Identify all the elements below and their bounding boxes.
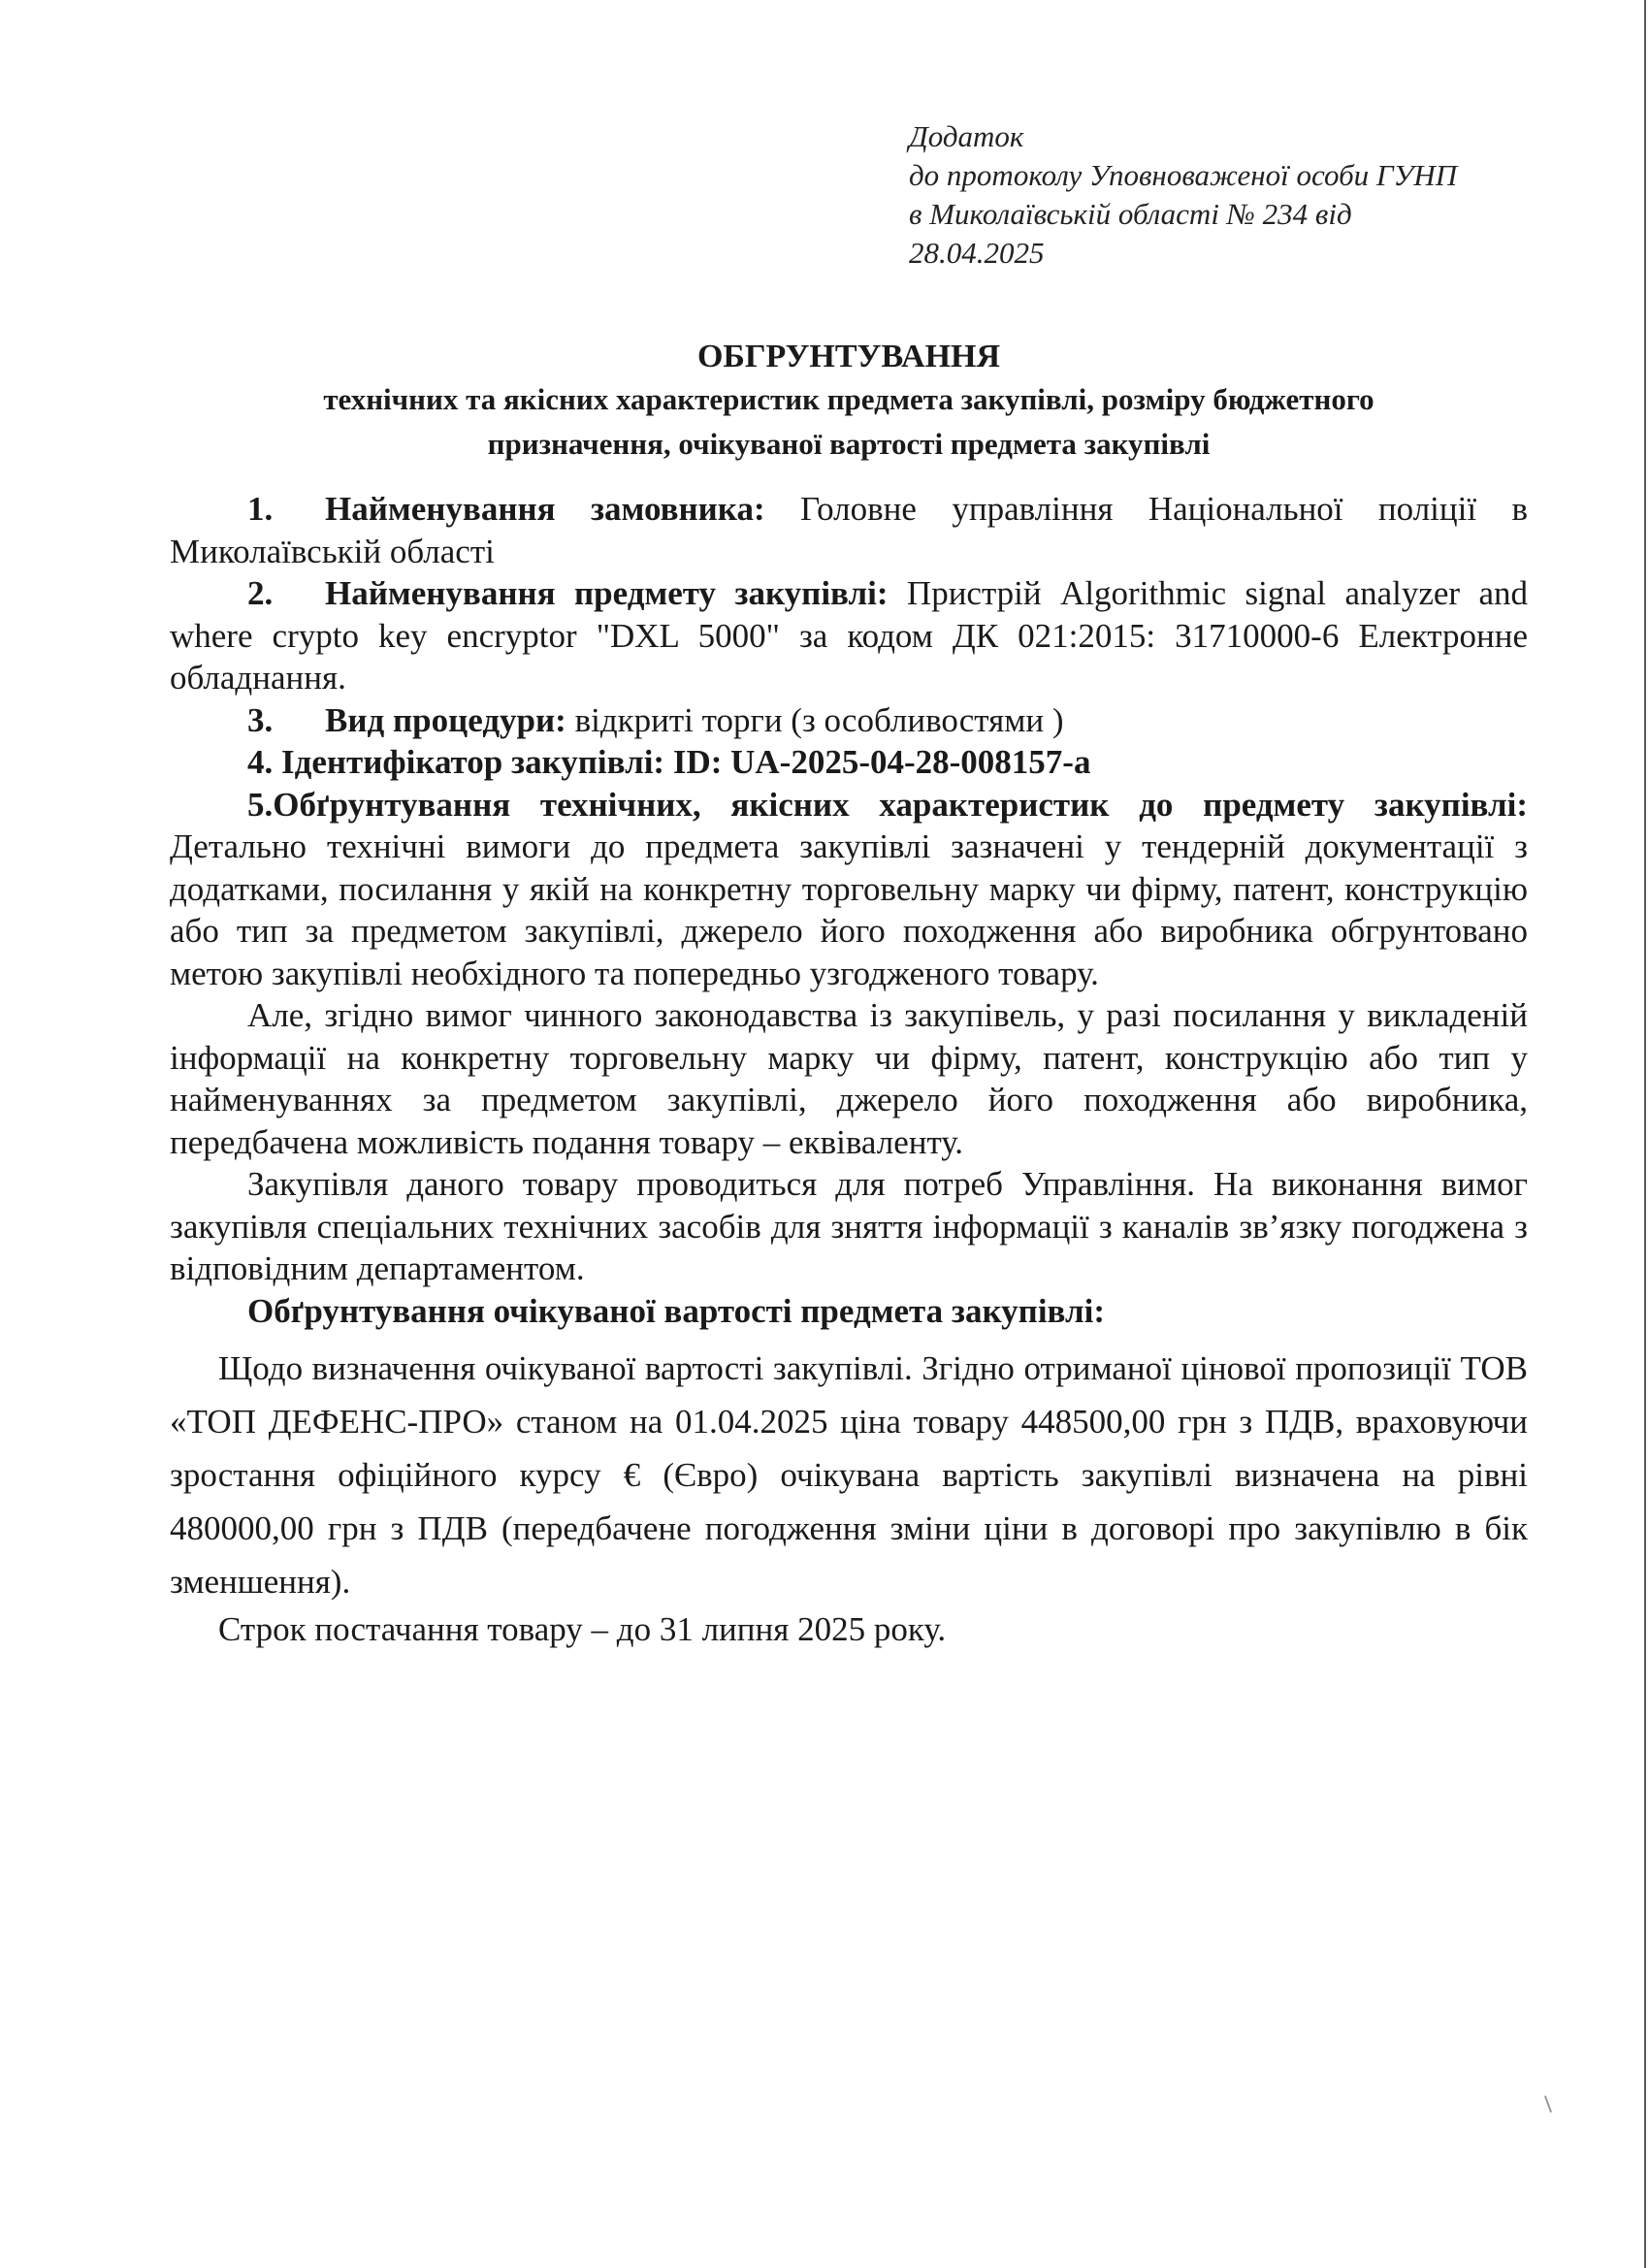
appendix-note [909, 117, 1457, 273]
item-subject [170, 572, 1528, 699]
delivery-term: Строк постачання товару – до 31 липня 2025 року. [218, 1610, 947, 1648]
cost-heading: Обґрунтування очікуваної вартості предмета закупівлі: [247, 1291, 1106, 1330]
appendix-line-4: 28.04.2025 [909, 236, 1045, 270]
item-number: 2. [247, 574, 274, 612]
appendix-line-1: Додаток [909, 119, 1024, 153]
item-label: Вид процедури: [325, 700, 566, 739]
appendix-line-3: в Миколаївській області № 234 від [909, 197, 1352, 231]
document-title [170, 337, 1528, 467]
item-text: Детально технічні вимоги до предмета закупівлі зазначені у тендерній документації з додатками, посилання у якій на конкретну торговельну марку чи фірму, патент, конструкцію або тип за предметом закупівлі, джерело його походження або виробника обгрунтовано метою закупівлі необхідного та попередньо узгодженого товару. [170, 827, 1528, 992]
item-label: Найменування предмету закупівлі: [325, 574, 889, 612]
item-text: Головне управління Національної поліції в Миколаївській області [170, 490, 1528, 570]
item-justification [170, 784, 1528, 995]
item-text: Пристрій Algorithmic signal analyzer and where crypto key encryptor "DXL 5000" за кодом ДК 021:2015: 31710000-6 Електронне обладнання. [170, 574, 1528, 697]
item-label: 4. Ідентифікатор закупівлі: ID: UA-2025-04-28-008157-a [247, 743, 1091, 781]
paragraph-equivalent: Але, згідно вимог чинного законодавства із закупівель, у разі посилання у викладеній інформації на конкретну торговельну марку чи фірму, патент, конструкцію або тип у найменуваннях за предметом закупівлі, джерело його походження або виробника, передбачена можливість подання товару – еквіваленту. [170, 996, 1528, 1161]
item-identifier [170, 741, 1528, 784]
document-body [170, 488, 1528, 1651]
scan-edge-line [1644, 0, 1646, 2268]
item-text: відкриті торги (з особливостями ) [566, 700, 1064, 739]
title-main: ОБГРУНТУВАННЯ [696, 339, 1001, 374]
item-procedure [170, 699, 1528, 742]
item-customer [170, 488, 1528, 572]
item-number: 1. [247, 490, 274, 528]
title-sub-line-2: призначення, очікуваної вартості предмета закупівлі [487, 427, 1211, 461]
item-number: 3. [247, 700, 274, 739]
cost-block [170, 1342, 1528, 1608]
paragraph-purpose: Закупівля даного товару проводиться для потреб Управління. На виконання вимог закупівля спеціальних технічних засобів для зняття інформації з каналів зв’язку погоджена з відповідним департаментом. [170, 1165, 1528, 1287]
title-sub-line-1: технічних та якісних характеристик предмета закупівлі, розміру бюджетного [323, 382, 1374, 416]
item-label: 5.Обґрунтування технічних, якісних характеристик до предмету закупівлі: [247, 785, 1528, 824]
item-label: Найменування замовника: [325, 490, 765, 528]
cost-text: Щодо визначення очікуваної вартості закупівлі. Згідно отриманої цінової пропозиції ТОВ «ТОП ДЕФЕНС-ПРО» станом на 01.04.2025 ціна товару 448500,00 грн з ПДВ, враховуючи зростання офіційного курсу € (Євро) очікувана вартість закупівлі визначена на рівні 480000,00 грн з ПДВ (передбачене погодження зміни ціни в договорі про закупівлю в бік зменшення). [170, 1349, 1528, 1601]
appendix-line-2: до протоколу Уповноваженої особи ГУНП [909, 158, 1458, 192]
scan-speck [1544, 2095, 1552, 2113]
